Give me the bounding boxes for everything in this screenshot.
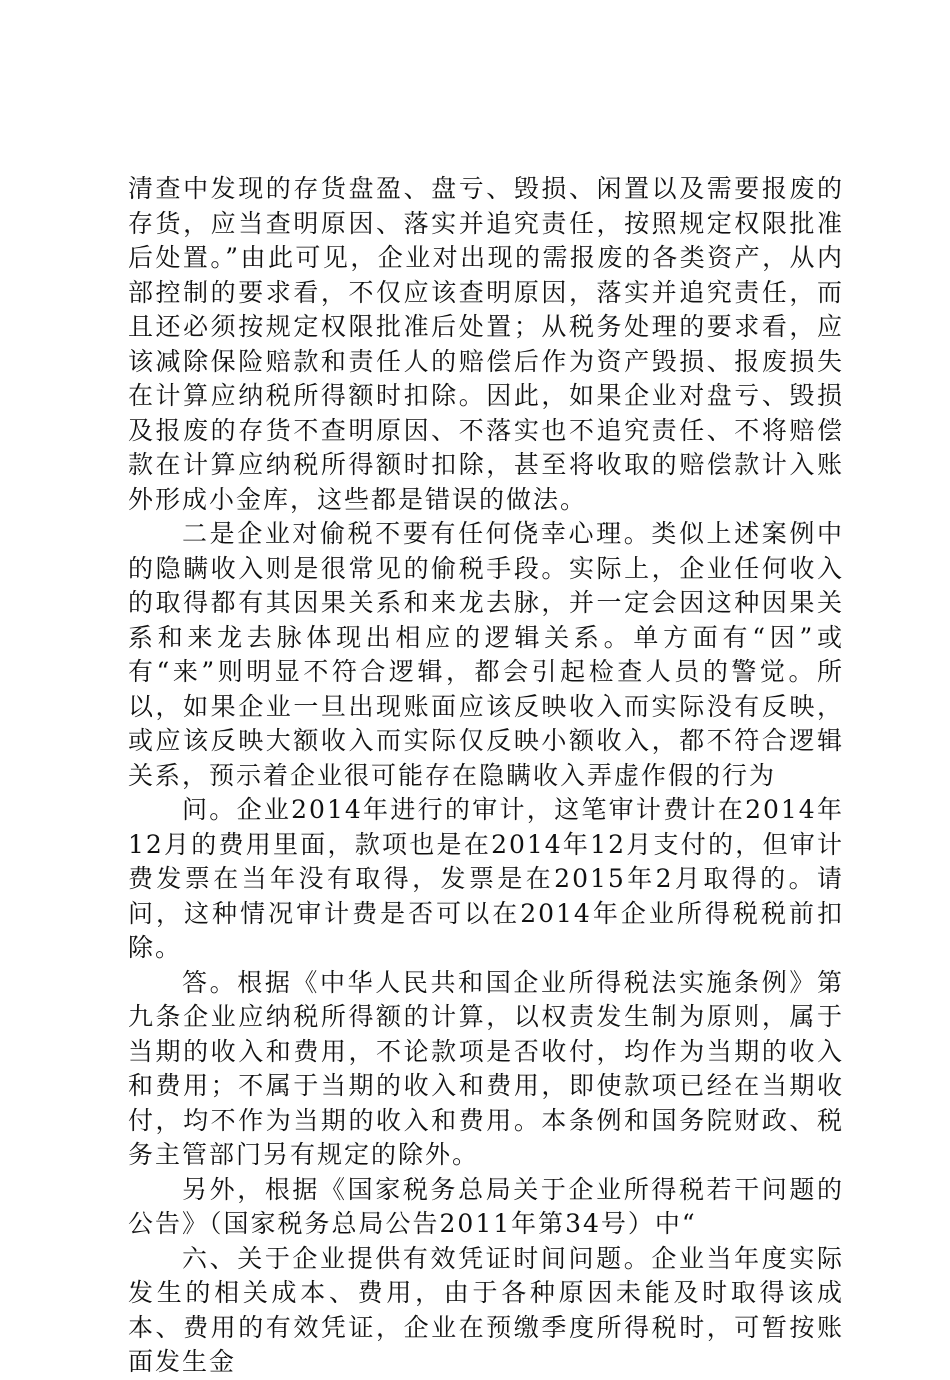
paragraph-1: 清查中发现的存货盘盈、盘亏、毁损、闲置以及需要报废的存货，应当查明原因、落实并追究责任，按照规定权限批准后处置。”由此可见，企业对出现的需报废的各类资产，从内部控制的要求看，不仅应该查明原因，落实并追究责任，而且还必须按规定权限批准后处置；从税务处理的要求看，应该减除保险赔款和责任人的赔偿后作为资产毁损、报废损失在计算应纳税所得额时扣除。因此，如果企业对盘亏、毁损及报废的存货不查明原因、不落实也不追究责任、不将赔偿款在计算应纳税所得额时扣除，甚至将收取的赔偿款计入账外形成小金库，这些都是错误的做法。 bbox=[128, 174, 844, 514]
paragraph-3: 问。企业2014年进行的审计，这笔审计费计在2014年12月的费用里面，款项也是在2014年12月支付的，但审计费发票在当年没有取得，发票是在2015年2月取得的。请问，这种情况审计费是否可以在2014年企业所得税税前扣除。 bbox=[128, 795, 844, 962]
paragraph-2: 二是企业对偷税不要有任何侥幸心理。类似上述案例中的隐瞒收入则是很常见的偷税手段。实际上，企业任何收入的取得都有其因果关系和来龙去脉，并一定会因这种因果关系和来龙去脉体现出相应的逻辑关系。单方面有“因”或有“来”则明显不符合逻辑，都会引起检查人员的警觉。所以，如果企业一旦出现账面应该反映收入而实际没有反映，或应该反映大额收入而实际仅反映小额收入，都不符合逻辑关系，预示着企业很可能存在隐瞒收入弄虚作假的行为 bbox=[128, 519, 844, 790]
paragraph-6: 六、关于企业提供有效凭证时间问题。企业当年度实际发生的相关成本、费用，由于各种原因未能及时取得该成本、费用的有效凭证，企业在预缴季度所得税时，可暂按账面发生金 bbox=[128, 1243, 844, 1376]
paragraph-4: 答。根据《中华人民共和国企业所得税法实施条例》第九条企业应纳税所得额的计算，以权责发生制为原则，属于当期的收入和费用，不论款项是否收付，均作为当期的收入和费用；不属于当期的收入和费用，即使款项已经在当期收付，均不作为当期的收入和费用。本条例和国务院财政、税务主管部门另有规定的除外。 bbox=[128, 967, 844, 1169]
paragraph-5: 另外，根据《国家税务总局关于企业所得税若干问题的公告》（国家税务总局公告2011年第34号）中“ bbox=[128, 1174, 844, 1238]
document-body bbox=[128, 172, 844, 1380]
